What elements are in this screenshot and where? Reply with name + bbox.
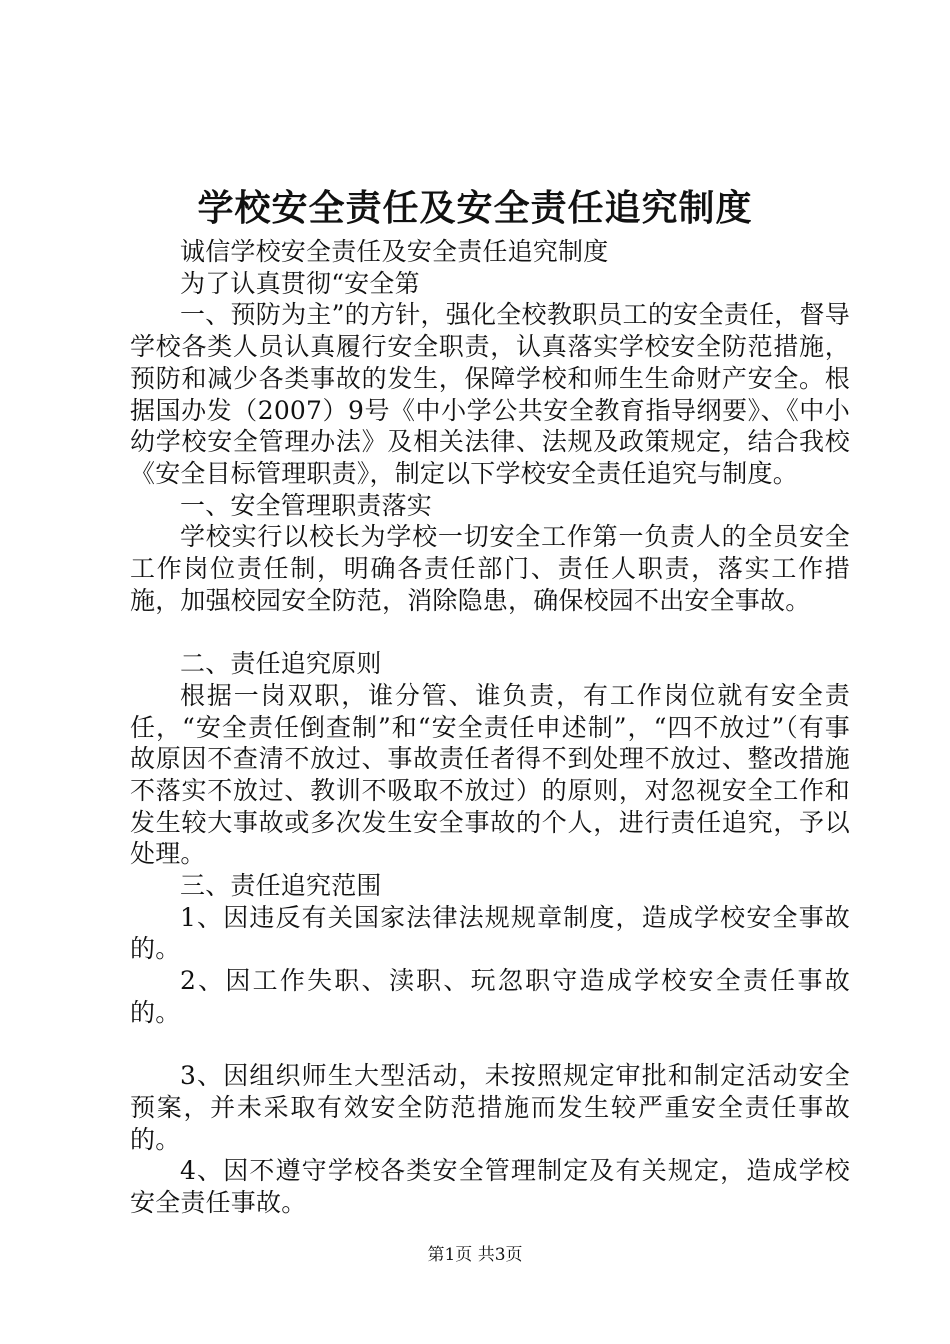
page-indicator: 第1页 共3页 <box>427 1245 523 1265</box>
document-body <box>130 236 850 1219</box>
blank-line <box>130 616 850 648</box>
list-item: 4、因不遵守学校各类安全管理制定及有关规定，造成学校安全责任事故。 <box>130 1156 850 1218</box>
list-item: 2、因工作失职、渎职、玩忽职守造成学校安全责任事故的。 <box>130 966 850 1027</box>
list-item: 1、因违反有关国家法律法规规章制度，造成学校安全事故的。 <box>130 902 850 964</box>
paragraph: 根据一岗双职，谁分管、谁负责，有工作岗位就有安全责任，“安全责任倒查制”和“安全责任申述制”，“四不放过”（有事故原因不查清不放过、事故责任者得不到处理不放过、整改措施不落实不放过、教训不吸取不放过）的原则，对忽视安全工作和发生较大事故或多次发生安全事故的个人，进行责任追究，予以处理。 <box>130 680 850 869</box>
paragraph: 诚信学校安全责任及安全责任追究制度 <box>180 237 609 266</box>
paragraph: 学校实行以校长为学校一切安全工作第一负责人的全员安全工作岗位责任制，明确各责任部门、责任人职责，落实工作措施，加强校园安全防范，消除隐患，确保校园不出安全事故。 <box>130 522 850 615</box>
paragraph: 一、预防为主”的方针，强化全校教职员工的安全责任，督导学校各类人员认真履行安全职责，认真落实学校安全防范措施，预防和减少各类事故的发生，保障学校和师生生命财产安全。根据国办发（2007）9号《中小学公共安全教育指导纲要》、《中小幼学校安全管理办法》及相关法律、法规及政策规定，结合我校《安全目标管理职责》，制定以下学校安全责任追究与制度。 <box>130 300 850 488</box>
section-heading: 一、安全管理职责落实 <box>180 490 433 520</box>
blank-line <box>130 1029 850 1061</box>
paragraph: 为了认真贯彻“安全第 <box>180 268 420 298</box>
document-title: 学校安全责任及安全责任追究制度 <box>197 187 753 229</box>
section-heading: 三、责任追究范围 <box>180 871 382 901</box>
list-item: 3、因组织师生大型活动，未按照规定审批和制定活动安全预案，并未采取有效安全防范措施而发生较严重安全责任事故的。 <box>130 1061 850 1154</box>
section-heading: 二、责任追究原则 <box>180 649 382 679</box>
